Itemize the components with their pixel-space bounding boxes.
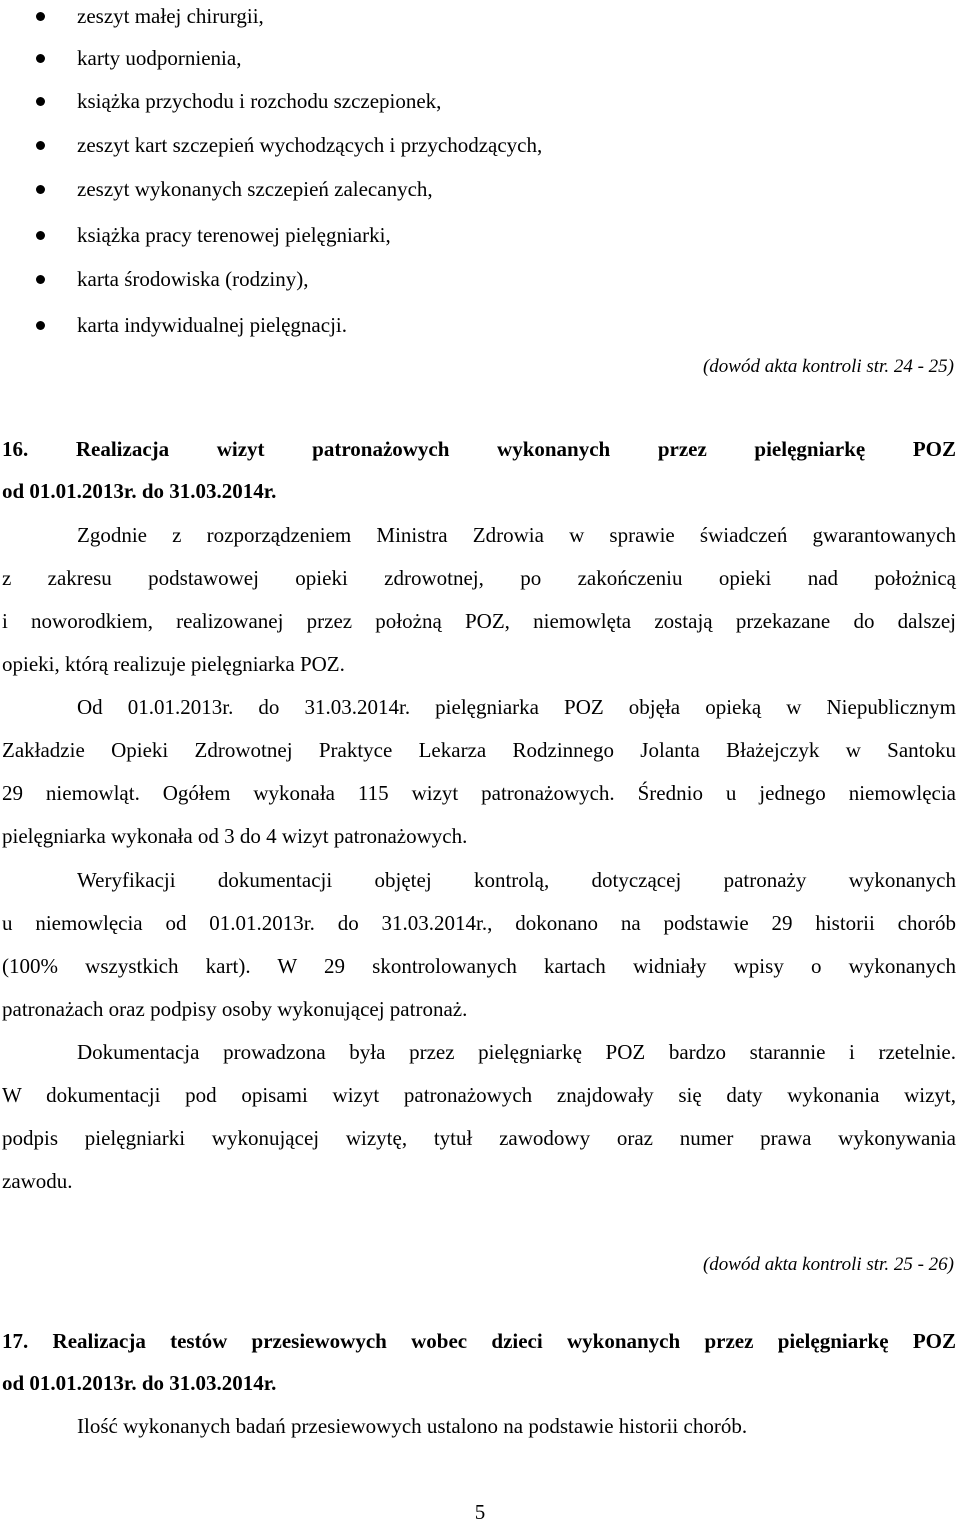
bullet-icon [36, 321, 45, 330]
section-17-title: 17. Realizacja testów przesiewowych wobec dzieci wykonanych przez pielęgniarkę POZ [2, 1329, 956, 1353]
bullet-icon [36, 231, 45, 240]
bullet-icon [36, 275, 45, 284]
evidence-reference: (dowód akta kontroli str. 24 - 25) [702, 356, 954, 377]
section-17-period: od 01.01.2013r. do 31.03.2014r. [2, 1371, 277, 1395]
paragraph: Ilość wykonanych badań przesiewowych ustalono na podstawie historii chorób. [77, 1414, 748, 1438]
paragraph: Od 01.01.2013r. do 31.03.2014r. pielęgniarka POZ objęła opieką w Niepublicznym Zakładzie Opieki Zdrowotnej Praktyce Lekarza Rodzinnego Jolanta Błażejczyk w Santoku 29 niemowląt. Ogółem wykonała 115 wizyt patronażowych. Średnio u jednego niemowlęcia pielęgniarka wykonała od 3 do 4 wizyt patronażowych. [2, 695, 956, 848]
evidence-reference: (dowód akta kontroli str. 25 - 26) [702, 1254, 954, 1275]
section-16-title: 16. Realizacja wizyt patronażowych wykonanych przez pielęgniarkę POZ [2, 437, 956, 461]
list-item: zeszyt kart szczepień wychodzących i przychodzących, [77, 133, 542, 157]
section-17-heading [2, 1320, 956, 1404]
bullet-icon [36, 54, 45, 63]
list-item: zeszyt małej chirurgii, [77, 4, 264, 28]
bullet-icon [36, 12, 45, 21]
list-item: książka pracy terenowej pielęgniarki, [77, 223, 391, 247]
page-number: 5 [474, 1500, 486, 1524]
section-16-heading [2, 428, 956, 512]
list-item: karta środowiska (rodziny), [77, 267, 309, 291]
list-item: karta indywidualnej pielęgnacji. [77, 313, 347, 337]
section-16-period: od 01.01.2013r. do 31.03.2014r. [2, 479, 277, 503]
paragraph: Dokumentacja prowadzona była przez pielęgniarkę POZ bardzo starannie i rzetelnie. W dokumentacji pod opisami wizyt patronażowych znajdowały się daty wykonania wizyt, podpis pielęgniarki wykonującej wizytę, tytuł zawodowy oraz numer prawa wykonywania zawodu. [2, 1040, 956, 1193]
paragraph: Zgodnie z rozporządzeniem Ministra Zdrowia w sprawie świadczeń gwarantowanych z zakresu podstawowej opieki zdrowotnej, po zakończeniu opieki nad położnicą i noworodkiem, realizowanej przez położną POZ, niemowlęta zostają przekazane do dalszej opieki, którą realizuje pielęgniarka POZ. [2, 523, 956, 676]
list-item: zeszyt wykonanych szczepień zalecanych, [77, 177, 433, 201]
bullet-icon [36, 97, 45, 106]
list-item: książka przychodu i rozchodu szczepionek, [77, 89, 441, 113]
paragraph: Weryfikacji dokumentacji objętej kontrolą, dotyczącej patronaży wykonanych u niemowlęcia od 01.01.2013r. do 31.03.2014r., dokonano na podstawie 29 historii chorób (100% wszystkich kart). W 29 skontrolowanych kartach widniały wpisy o wykonanych patronażach oraz podpisy osoby wykonującej patronaż. [2, 868, 956, 1021]
list-item: karty uodpornienia, [77, 46, 241, 70]
bullet-icon [36, 185, 45, 194]
bullet-icon [36, 141, 45, 150]
